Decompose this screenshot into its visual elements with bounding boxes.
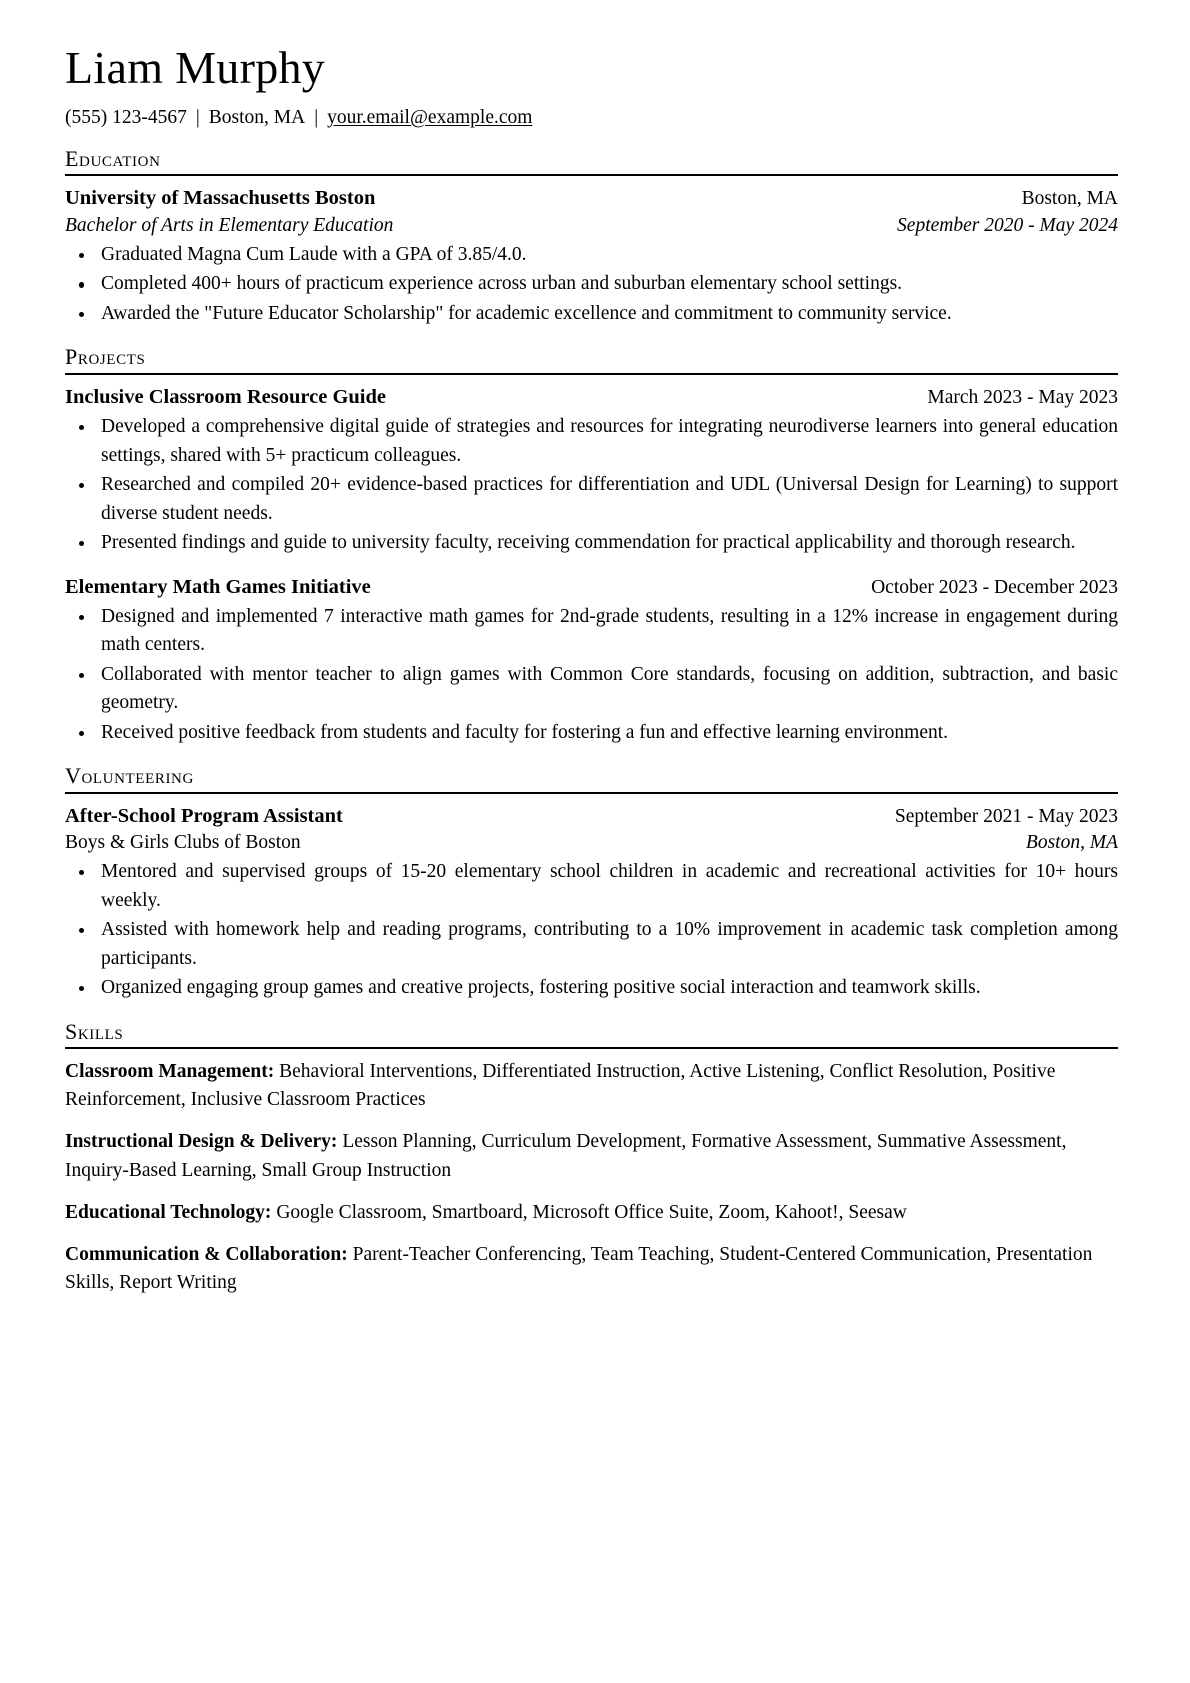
section-title-skills: Skills (65, 1018, 124, 1044)
section-title-projects: Projects (65, 344, 146, 370)
skill-items: Lesson Planning, Curriculum Development, Formative Assessment, Summative Assessment, Inquiry-Based Learning, Small Group Instruction (65, 1131, 1067, 1181)
volunteering-location: Boston, MA (1025, 832, 1118, 854)
education-dates: September 2020 - May 2024 (897, 214, 1118, 236)
project-dates: March 2023 - May 2023 (927, 386, 1118, 408)
skill-items: Google Classroom, Smartboard, Microsoft Office Suite, Zoom, Kahoot!, Seesaw (276, 1201, 907, 1223)
education-entry-row-primary (65, 185, 1118, 212)
volunteering-entry-row-secondary (65, 830, 1118, 856)
education-entry-row-secondary (65, 213, 1118, 239)
education-degree: Bachelor of Arts in Elementary Education (65, 214, 394, 236)
phone-number: (555) 123-4567 (65, 106, 187, 128)
list-item: Completed 400+ hours of practicum experience across urban and suburban elementary school settings. (65, 270, 1118, 298)
project-bullet-list (65, 603, 1118, 747)
volunteering-entry (65, 803, 1118, 1003)
section-volunteering (65, 763, 1118, 1002)
contact-line (65, 105, 1118, 130)
skill-items: Behavioral Interventions, Differentiated Instruction, Active Listening, Conflict Resolution, Positive Reinforcement, Inclusive Classroom Practices (65, 1060, 1056, 1111)
education-institution: University of Massachusetts Boston (65, 187, 376, 210)
section-rule-education (65, 174, 1118, 176)
education-entry (65, 185, 1118, 328)
project-entry (65, 384, 1118, 558)
section-skills (65, 1019, 1118, 1298)
section-rule-projects (65, 373, 1118, 375)
project-entry-row-primary (65, 574, 1118, 601)
project-name: Inclusive Classroom Resource Guide (65, 385, 386, 408)
list-item: Mentored and supervised groups of 15-20 elementary school children in academic and recreational activities for 10+ hours weekly. (65, 858, 1118, 915)
skill-category-label: Communication & Collaboration: (65, 1244, 348, 1266)
skill-category-label: Educational Technology: (65, 1201, 272, 1223)
skill-items: Parent-Teacher Conferencing, Team Teaching, Student-Centered Communication, Presentation Skills, Report Writing (65, 1244, 1093, 1294)
education-location: Boston, MA (1021, 188, 1118, 210)
section-rule-skills (65, 1047, 1118, 1049)
project-bullet-list (65, 413, 1118, 557)
email-link[interactable]: your.email@example.com (327, 106, 533, 128)
list-item: Presented findings and guide to university faculty, receiving commendation for practical applicability and thorough research. (65, 529, 1118, 557)
contact-separator-2: | (314, 106, 319, 128)
skill-category-label: Instructional Design & Delivery: (65, 1131, 338, 1153)
list-item: Collaborated with mentor teacher to align games with Common Core standards, focusing on addition, subtraction, and basic geometry. (65, 661, 1118, 718)
list-item: Assisted with homework help and reading programs, contributing to a 10% improvement in academic task completion among participants. (65, 916, 1118, 973)
volunteering-entry-row-primary (65, 803, 1118, 830)
education-bullet-list (65, 241, 1118, 328)
section-title-education: Education (65, 146, 161, 172)
section-projects (65, 344, 1118, 747)
skill-group (65, 1128, 1118, 1185)
location-text: Boston, MA (208, 106, 306, 128)
list-item: Graduated Magna Cum Laude with a GPA of 3.85/4.0. (65, 241, 1118, 269)
skill-group (65, 1241, 1118, 1298)
volunteering-role: After-School Program Assistant (65, 804, 343, 827)
project-entry (65, 574, 1118, 748)
candidate-name: Liam Murphy (65, 42, 326, 93)
list-item: Designed and implemented 7 interactive math games for 2nd-grade students, resulting in a 12% increase in engagement during math centers. (65, 603, 1118, 660)
project-entry-row-primary (65, 384, 1118, 411)
volunteering-dates: September 2021 - May 2023 (894, 805, 1118, 827)
list-item: Developed a comprehensive digital guide of strategies and resources for integrating neurodiverse learners into general education settings, shared with 5+ practicum colleagues. (65, 413, 1118, 470)
resume-header (65, 44, 1118, 130)
skill-category-label: Classroom Management: (65, 1060, 275, 1082)
list-item: Organized engaging group games and creative projects, fostering positive social interaction and teamwork skills. (65, 974, 1118, 1002)
list-item: Researched and compiled 20+ evidence-based practices for differentiation and UDL (Universal Design for Learning) to support diverse student needs. (65, 471, 1118, 528)
skill-group (65, 1199, 1118, 1227)
project-name: Elementary Math Games Initiative (65, 575, 371, 598)
project-dates: October 2023 - December 2023 (871, 576, 1118, 598)
section-education (65, 146, 1118, 328)
contact-separator-1: | (195, 106, 200, 128)
volunteering-organization: Boys & Girls Clubs of Boston (65, 832, 301, 854)
volunteering-bullet-list (65, 858, 1118, 1002)
skill-group (65, 1058, 1118, 1115)
list-item: Received positive feedback from students and faculty for fostering a fun and effective learning environment. (65, 719, 1118, 747)
section-rule-volunteering (65, 792, 1118, 794)
list-item: Awarded the "Future Educator Scholarship" for academic excellence and commitment to community service. (65, 300, 1118, 328)
section-title-volunteering: Volunteering (65, 763, 194, 789)
